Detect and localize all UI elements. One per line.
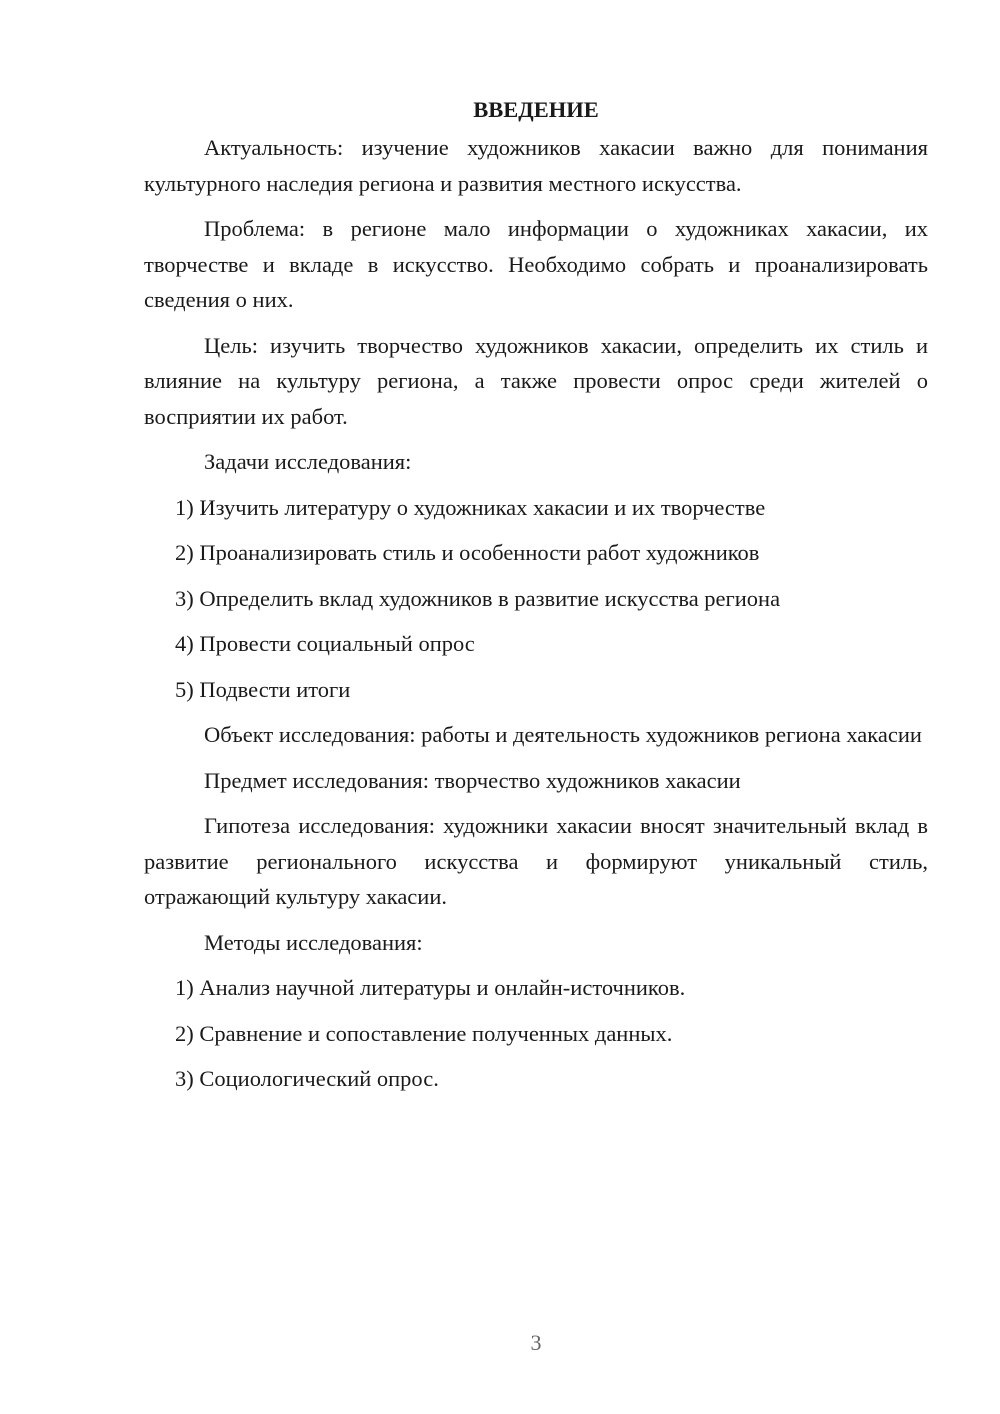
list-item: 2) Сравнение и сопоставление полученных данных.: [175, 1020, 673, 1046]
tasks-list: [144, 490, 928, 708]
list-item: 4) Провести социальный опрос: [175, 631, 475, 656]
subject-paragraph: Предмет исследования: творчество художников хакасии: [204, 767, 741, 793]
object-paragraph: Объект исследования: работы и деятельность художников региона хакасии: [204, 722, 922, 747]
list-item: 5) Подвести итоги: [175, 676, 351, 702]
list-item: 1) Изучить литературу о художниках хакасии и их творчестве: [175, 494, 766, 520]
hypothesis-paragraph: Гипотеза исследования: художники хакасии вносят значительный вклад в развитие регионального искусства и формируют уникальный стиль, отражающий культуру хакасии.: [144, 813, 928, 909]
page-number: 3: [530, 1330, 542, 1355]
list-item: 3) Социологический опрос.: [175, 1066, 439, 1091]
list-item: 3) Определить вклад художников в развитие искусства региона: [175, 585, 781, 611]
tasks-heading: Задачи исследования:: [204, 449, 412, 474]
page-title: ВВЕДЕНИЕ: [473, 97, 599, 122]
methods-list: [144, 970, 928, 1097]
actuality-paragraph: Актуальность: изучение художников хакасии важно для понимания культурного наследия региона и развития местного искусства.: [144, 135, 928, 196]
list-item: 1) Анализ научной литературы и онлайн-источников.: [175, 975, 686, 1000]
methods-heading: Методы исследования:: [204, 929, 423, 955]
document-body: [144, 90, 928, 1107]
problem-paragraph: Проблема: в регионе мало информации о художниках хакасии, их творчестве и вкладе в искусство. Необходимо собрать и проанализировать сведения о них.: [144, 216, 928, 312]
list-item: 2) Проанализировать стиль и особенности работ художников: [175, 540, 760, 565]
goal-paragraph: Цель: изучить творчество художников хакасии, определить их стиль и влияние на культуру региона, а также провести опрос среди жителей о восприятии их работ.: [144, 332, 928, 429]
